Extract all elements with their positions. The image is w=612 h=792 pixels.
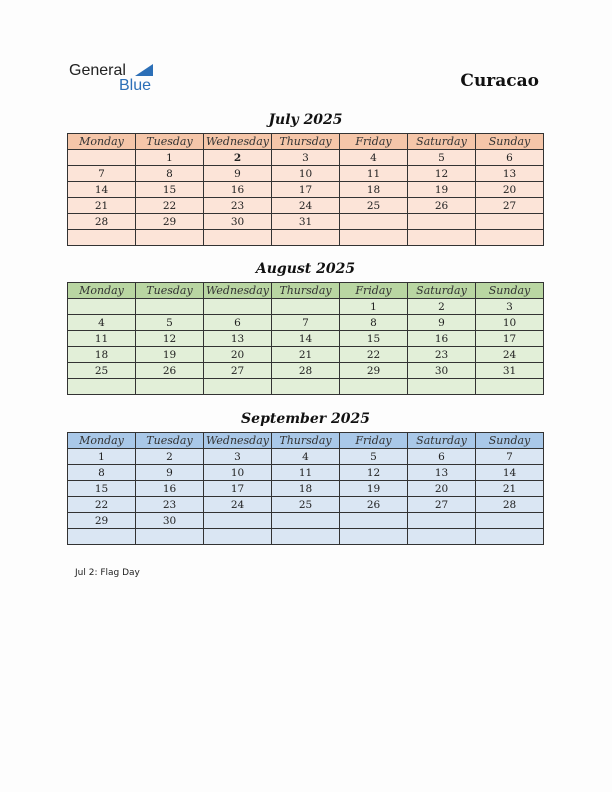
holiday-note: Jul 2: Flag Day bbox=[75, 568, 140, 578]
calendar-body bbox=[68, 449, 544, 545]
day-cell bbox=[204, 299, 272, 315]
day-cell: 3 bbox=[476, 299, 544, 315]
day-cell: 31 bbox=[476, 363, 544, 379]
weekday-header-row bbox=[68, 433, 544, 449]
day-cell bbox=[68, 230, 136, 246]
day-cell bbox=[68, 529, 136, 545]
day-cell: 24 bbox=[476, 347, 544, 363]
weekday-header: Friday bbox=[340, 283, 408, 299]
day-cell: 26 bbox=[340, 497, 408, 513]
day-cell: 10 bbox=[272, 166, 340, 182]
day-cell: 28 bbox=[476, 497, 544, 513]
day-cell: 11 bbox=[340, 166, 408, 182]
day-cell: 20 bbox=[408, 481, 476, 497]
day-cell bbox=[68, 150, 136, 166]
day-cell: 23 bbox=[408, 347, 476, 363]
day-cell: 27 bbox=[408, 497, 476, 513]
day-cell bbox=[408, 214, 476, 230]
day-cell: 28 bbox=[272, 363, 340, 379]
day-cell: 14 bbox=[476, 465, 544, 481]
day-cell bbox=[476, 230, 544, 246]
day-cell: 9 bbox=[204, 166, 272, 182]
day-cell: 21 bbox=[68, 198, 136, 214]
day-cell: 27 bbox=[204, 363, 272, 379]
day-cell: 30 bbox=[136, 513, 204, 529]
day-cell: 24 bbox=[272, 198, 340, 214]
day-cell: 25 bbox=[340, 198, 408, 214]
day-cell: 5 bbox=[340, 449, 408, 465]
day-cell: 16 bbox=[408, 331, 476, 347]
day-cell: 1 bbox=[136, 150, 204, 166]
day-cell bbox=[476, 214, 544, 230]
week-row bbox=[68, 214, 544, 230]
weekday-header: Monday bbox=[68, 134, 136, 150]
day-cell: 2 bbox=[408, 299, 476, 315]
generalblue-logo bbox=[69, 62, 169, 96]
month-title-august: August 2025 bbox=[255, 261, 356, 277]
day-cell bbox=[340, 529, 408, 545]
week-row bbox=[68, 363, 544, 379]
day-cell: 22 bbox=[340, 347, 408, 363]
day-cell: 20 bbox=[476, 182, 544, 198]
day-cell: 11 bbox=[272, 465, 340, 481]
week-row bbox=[68, 182, 544, 198]
day-cell: 11 bbox=[68, 331, 136, 347]
day-cell: 15 bbox=[136, 182, 204, 198]
calendar-body bbox=[68, 150, 544, 246]
day-cell: 25 bbox=[68, 363, 136, 379]
logo-word-blue: Blue bbox=[119, 77, 152, 94]
week-row bbox=[68, 449, 544, 465]
day-cell: 5 bbox=[408, 150, 476, 166]
day-cell bbox=[340, 379, 408, 395]
week-row bbox=[68, 379, 544, 395]
day-cell: 10 bbox=[476, 315, 544, 331]
weekday-header: Friday bbox=[340, 433, 408, 449]
weekday-header: Monday bbox=[68, 283, 136, 299]
day-cell: 19 bbox=[408, 182, 476, 198]
weekday-header: Wednesday bbox=[204, 283, 272, 299]
day-cell: 13 bbox=[476, 166, 544, 182]
week-row bbox=[68, 497, 544, 513]
day-cell: 13 bbox=[408, 465, 476, 481]
day-cell: 12 bbox=[408, 166, 476, 182]
weekday-header: Sunday bbox=[476, 283, 544, 299]
day-cell: 17 bbox=[476, 331, 544, 347]
day-cell: 19 bbox=[340, 481, 408, 497]
day-cell bbox=[68, 379, 136, 395]
day-cell: 22 bbox=[136, 198, 204, 214]
day-cell bbox=[136, 379, 204, 395]
day-cell: 2 bbox=[204, 150, 272, 166]
day-cell: 6 bbox=[204, 315, 272, 331]
calendar-august bbox=[67, 282, 544, 395]
day-cell bbox=[408, 379, 476, 395]
day-cell: 7 bbox=[68, 166, 136, 182]
day-cell bbox=[340, 214, 408, 230]
month-title-july: July 2025 bbox=[268, 112, 343, 128]
day-cell bbox=[408, 230, 476, 246]
day-cell: 17 bbox=[272, 182, 340, 198]
day-cell: 30 bbox=[408, 363, 476, 379]
day-cell: 9 bbox=[408, 315, 476, 331]
day-cell: 9 bbox=[136, 465, 204, 481]
day-cell: 21 bbox=[476, 481, 544, 497]
week-row bbox=[68, 299, 544, 315]
month-title-september: September 2025 bbox=[241, 411, 370, 427]
day-cell: 3 bbox=[204, 449, 272, 465]
day-cell: 4 bbox=[272, 449, 340, 465]
week-row bbox=[68, 230, 544, 246]
week-row bbox=[68, 198, 544, 214]
day-cell bbox=[272, 230, 340, 246]
weekday-header: Tuesday bbox=[136, 433, 204, 449]
day-cell: 18 bbox=[272, 481, 340, 497]
day-cell: 16 bbox=[204, 182, 272, 198]
day-cell: 29 bbox=[136, 214, 204, 230]
day-cell: 15 bbox=[340, 331, 408, 347]
calendar-september bbox=[67, 432, 544, 545]
day-cell: 21 bbox=[272, 347, 340, 363]
day-cell: 8 bbox=[340, 315, 408, 331]
day-cell: 26 bbox=[408, 198, 476, 214]
day-cell bbox=[68, 299, 136, 315]
weekday-header: Tuesday bbox=[136, 283, 204, 299]
week-row bbox=[68, 166, 544, 182]
weekday-header: Thursday bbox=[272, 283, 340, 299]
day-cell: 28 bbox=[68, 214, 136, 230]
weekday-header: Thursday bbox=[272, 134, 340, 150]
weekday-header: Friday bbox=[340, 134, 408, 150]
day-cell bbox=[204, 529, 272, 545]
day-cell: 14 bbox=[68, 182, 136, 198]
day-cell: 16 bbox=[136, 481, 204, 497]
day-cell: 8 bbox=[68, 465, 136, 481]
day-cell: 31 bbox=[272, 214, 340, 230]
day-cell bbox=[476, 529, 544, 545]
logo-triangle-icon bbox=[135, 64, 153, 76]
day-cell: 23 bbox=[204, 198, 272, 214]
day-cell: 15 bbox=[68, 481, 136, 497]
day-cell: 26 bbox=[136, 363, 204, 379]
weekday-header: Tuesday bbox=[136, 134, 204, 150]
day-cell: 12 bbox=[136, 331, 204, 347]
week-row bbox=[68, 315, 544, 331]
day-cell: 18 bbox=[68, 347, 136, 363]
country-title: Curacao bbox=[460, 71, 539, 91]
logo-word-general: General bbox=[69, 62, 126, 79]
weekday-header: Saturday bbox=[408, 283, 476, 299]
day-cell bbox=[204, 513, 272, 529]
day-cell: 22 bbox=[68, 497, 136, 513]
day-cell: 19 bbox=[136, 347, 204, 363]
day-cell bbox=[136, 529, 204, 545]
week-row bbox=[68, 465, 544, 481]
day-cell: 5 bbox=[136, 315, 204, 331]
weekday-header-row bbox=[68, 283, 544, 299]
weekday-header-row bbox=[68, 134, 544, 150]
day-cell bbox=[272, 529, 340, 545]
weekday-header: Saturday bbox=[408, 433, 476, 449]
day-cell: 24 bbox=[204, 497, 272, 513]
day-cell bbox=[340, 513, 408, 529]
day-cell: 6 bbox=[408, 449, 476, 465]
day-cell: 7 bbox=[476, 449, 544, 465]
day-cell: 29 bbox=[68, 513, 136, 529]
week-row bbox=[68, 513, 544, 529]
calendar-body bbox=[68, 299, 544, 395]
day-cell bbox=[136, 230, 204, 246]
day-cell: 25 bbox=[272, 497, 340, 513]
weekday-header: Monday bbox=[68, 433, 136, 449]
day-cell bbox=[204, 230, 272, 246]
day-cell bbox=[136, 299, 204, 315]
weekday-header: Sunday bbox=[476, 134, 544, 150]
day-cell: 30 bbox=[204, 214, 272, 230]
day-cell: 4 bbox=[68, 315, 136, 331]
week-row bbox=[68, 529, 544, 545]
day-cell: 7 bbox=[272, 315, 340, 331]
week-row bbox=[68, 331, 544, 347]
weekday-header: Wednesday bbox=[204, 433, 272, 449]
day-cell: 10 bbox=[204, 465, 272, 481]
day-cell: 1 bbox=[340, 299, 408, 315]
day-cell bbox=[272, 379, 340, 395]
day-cell bbox=[476, 513, 544, 529]
weekday-header: Sunday bbox=[476, 433, 544, 449]
day-cell bbox=[476, 379, 544, 395]
day-cell bbox=[408, 529, 476, 545]
week-row bbox=[68, 481, 544, 497]
day-cell: 13 bbox=[204, 331, 272, 347]
day-cell: 20 bbox=[204, 347, 272, 363]
day-cell: 8 bbox=[136, 166, 204, 182]
day-cell: 4 bbox=[340, 150, 408, 166]
day-cell bbox=[272, 299, 340, 315]
day-cell bbox=[204, 379, 272, 395]
weekday-header: Wednesday bbox=[204, 134, 272, 150]
day-cell: 6 bbox=[476, 150, 544, 166]
day-cell: 12 bbox=[340, 465, 408, 481]
day-cell bbox=[408, 513, 476, 529]
calendar-july bbox=[67, 133, 544, 246]
day-cell: 23 bbox=[136, 497, 204, 513]
day-cell: 27 bbox=[476, 198, 544, 214]
week-row bbox=[68, 150, 544, 166]
weekday-header: Thursday bbox=[272, 433, 340, 449]
day-cell bbox=[272, 513, 340, 529]
day-cell: 1 bbox=[68, 449, 136, 465]
week-row bbox=[68, 347, 544, 363]
day-cell: 18 bbox=[340, 182, 408, 198]
day-cell bbox=[340, 230, 408, 246]
day-cell: 14 bbox=[272, 331, 340, 347]
day-cell: 29 bbox=[340, 363, 408, 379]
day-cell: 17 bbox=[204, 481, 272, 497]
weekday-header: Saturday bbox=[408, 134, 476, 150]
day-cell: 2 bbox=[136, 449, 204, 465]
day-cell: 3 bbox=[272, 150, 340, 166]
